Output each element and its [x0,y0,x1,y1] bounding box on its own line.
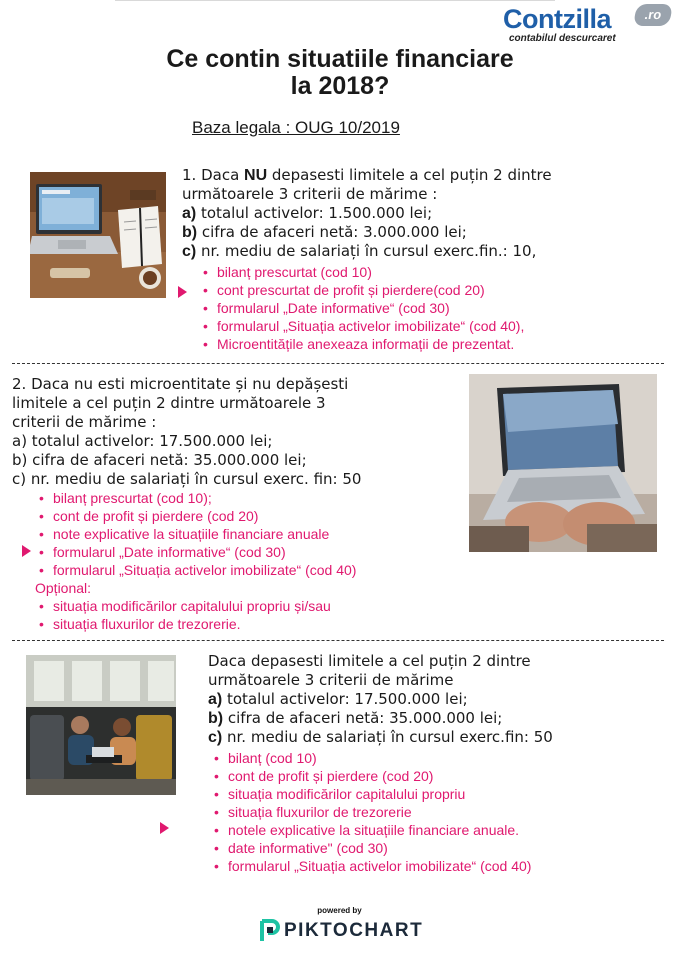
logo-tagline: contabilul descurcaret [509,33,616,44]
list-item: • bilanț prescurtat (cod 10); [38,489,356,507]
title-line-2: la 2018? [290,72,390,100]
section3-line: următoarele 3 criterii de mărime [208,671,454,689]
laptop-desk-photo [30,172,166,298]
section1-line: b) cifra de afaceri netă: 3.000.000 lei; [182,223,467,241]
section3-line: b) cifra de afaceri netă: 35.000.000 lei; [208,709,503,727]
list-item: • formularul „Date informative“ (cod 30) [202,299,524,317]
list-item: • formularul „Situația activelor imobilizate“ (cod 40) [213,857,531,875]
section2-text [12,375,361,489]
people-meeting-photo [26,655,176,795]
section1-line: a) totalul activelor: 1.500.000 lei; [182,204,433,222]
section3-text [208,652,553,747]
list-item: • date informative" (cod 30) [213,839,531,857]
piktochart-mark-icon [258,919,280,943]
list-item: • situația modificărilor capitalului propriu și/sau [38,597,356,615]
list-item: • bilanț prescurtat (cod 10) [202,263,524,281]
section2-line: limitele a cel puțin 2 dintre următoarele 3 [12,394,326,412]
section-divider [12,363,664,364]
list-item: • Microentitățile anexeaza informații de prezentat. [202,335,524,353]
contzilla-logo[interactable] [503,2,673,46]
section1-bullet-list [202,263,524,353]
top-rule [115,0,555,1]
list-item: • situația fluxurilor de trezorerie. [38,615,356,633]
section3-line: c) nr. mediu de salariați în cursul exerc.fin: 50 [208,728,553,746]
logo-ro-badge: .ro [633,4,673,26]
list-item: • formularul „Date informative“ (cod 30) [38,543,356,561]
logo-wordmark: Contzilla [503,4,611,34]
laptop-hands-photo [469,374,657,552]
section2-line: b) cifra de afaceri netă: 35.000.000 lei; [12,451,307,469]
page-title [60,46,620,100]
title-line-1: Ce contin situatiile financiare [166,45,514,73]
list-item: • notele explicative la situațiile financiare anuale. [213,821,531,839]
section3-line: a) totalul activelor: 17.500.000 lei; [208,690,468,708]
section3-bullet-list [213,749,531,875]
list-item: • cont de profit și pierdere (cod 20) [38,507,356,525]
section1-line: c) nr. mediu de salariați în cursul exerc.fin.: 10, [182,242,537,260]
section2-line: a) totalul activelor: 17.500.000 lei; [12,432,273,450]
section1-line: 1. Daca NU depasesti limitele a cel puțin 2 dintre [182,166,552,184]
list-item: • cont prescurtat de profit și pierdere(cod 20) [202,281,524,299]
list-item: • situația fluxurilor de trezorerie [213,803,531,821]
list-item: • cont de profit și pierdere (cod 20) [213,767,531,785]
section2-bullet-list [35,489,357,633]
section2-line: c) nr. mediu de salariați în cursul exerc. fin: 50 [12,470,362,488]
optional-label: Opțional: [35,580,92,596]
section1-line: următoarele 3 criterii de mărime : [182,185,438,203]
section2-arrow-icon [22,545,31,557]
list-item: • note explicative la situațiile financiare anuale [38,525,356,543]
section3-line: Daca depasesti limitele a cel puțin 2 dintre [208,652,531,670]
section2-line: criterii de mărime : [12,413,157,431]
section-divider [12,640,664,641]
section1-text [182,166,552,261]
list-item: • situația modificărilor capitalului propriu [213,785,531,803]
powered-by-label: powered by [317,906,362,915]
legal-basis: Baza legala : OUG 10/2019 [192,118,400,137]
list-item: • formularul „Situația activelor imobilizate“ (cod 40) [38,561,356,579]
section1-arrow-icon [178,286,187,298]
section3-arrow-icon [160,822,169,834]
list-item: • formularul „Situația activelor imobilizate“ (cod 40), [202,317,524,335]
piktochart-logo[interactable] [258,918,428,944]
section2-line: 2. Daca nu esti microentitate și nu depășesti [12,375,349,393]
list-item: • bilanț (cod 10) [213,749,531,767]
piktochart-wordmark: PIKTOCHART [284,920,424,941]
